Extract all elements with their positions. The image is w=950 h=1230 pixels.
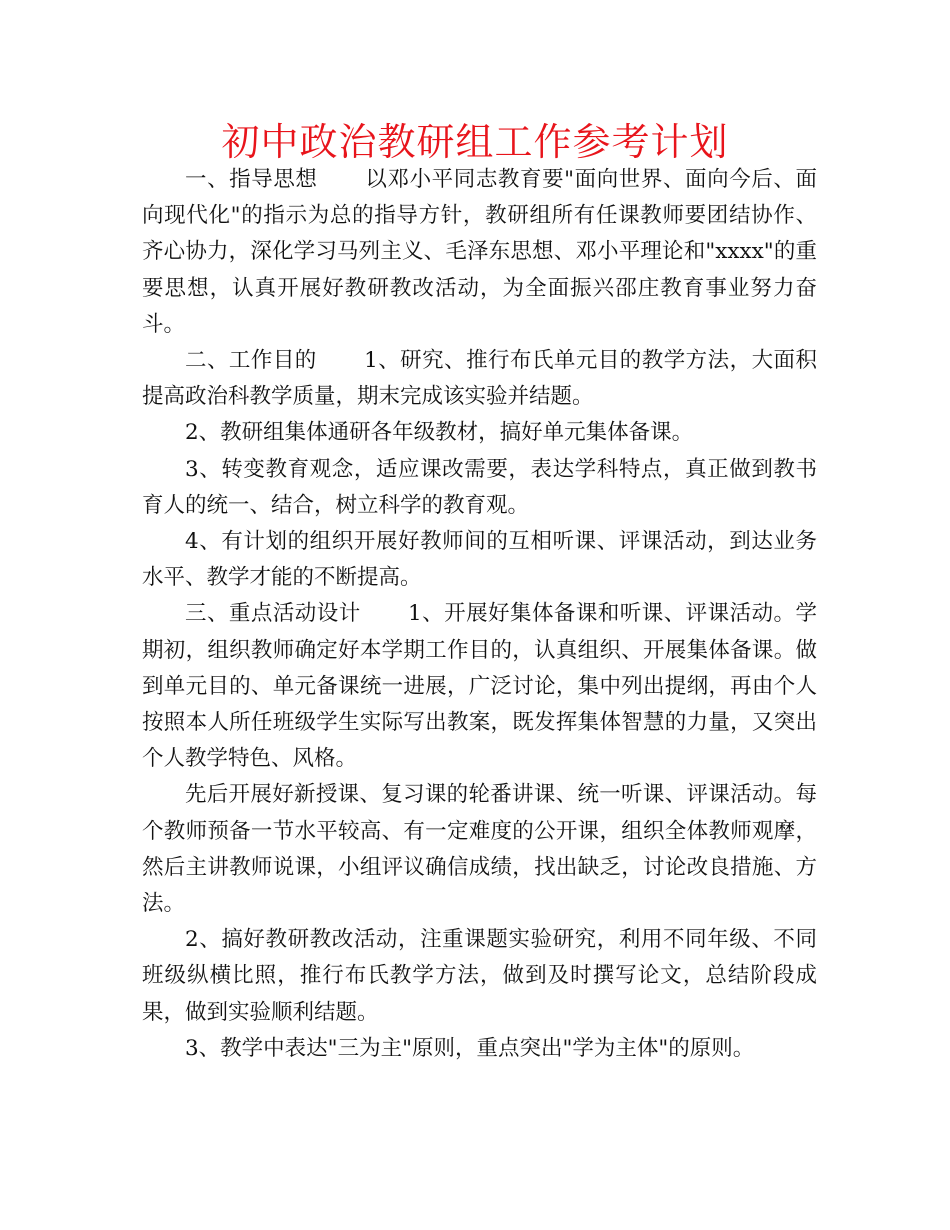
paragraph bbox=[142, 524, 817, 596]
section-heading: 三、重点活动设计 bbox=[185, 601, 361, 627]
section-heading: 二、工作目的 bbox=[185, 348, 317, 374]
paragraph-text: 1、开展好集体备课和听课、评课活动。学期初，组织教师确定好本学期工作目的，认真组织、开展集体备课。做到单元目的、单元备课统一进展，广泛讨论，集中列出提纲，再由个人按照本人所任班级学生实际写出教案，既发挥集体智慧的力量，又突出个人教学特色、风格。 bbox=[142, 601, 817, 772]
paragraph-text: 以邓小平同志教育要"面向世界、面向今后、面向现代化"的指示为总的指导方针，教研组所有任课教师要团结协作、齐心协力，深化学习马列主义、毛泽东思想、邓小平理论和"xxxx"的重要思想，认真开展好教研教改活动，为全面振兴邵庄教育事业努力奋斗。 bbox=[142, 167, 817, 337]
paragraph-text: 3、教学中表达"三为主"原则，重点突出"学为主体"的原则。 bbox=[185, 1035, 755, 1061]
paragraph-text: 3、转变教育观念，适应课改需要，表达学科特点，真正做到教书育人的统一、结合，树立科学的教育观。 bbox=[142, 456, 817, 518]
paragraph bbox=[142, 777, 817, 922]
paragraph bbox=[142, 343, 817, 415]
paragraph bbox=[142, 162, 817, 343]
paragraph bbox=[142, 415, 817, 451]
paragraph bbox=[142, 596, 817, 777]
paragraph-text: 4、有计划的组织开展好教师间的互相听课、评课活动，到达业务水平、教学才能的不断提高。 bbox=[142, 529, 817, 591]
document-title: 初中政治教研组工作参考计划 bbox=[221, 120, 729, 164]
paragraph bbox=[142, 452, 817, 524]
paragraph bbox=[142, 1031, 817, 1067]
paragraph-text: 2、搞好教研教改活动，注重课题实验研究，利用不同年级、不同班级纵横比照，推行布氏教学方法，做到及时撰写论文，总结阶段成果，做到实验顺利结题。 bbox=[142, 927, 817, 1025]
paragraph-text: 2、教研组集体通研各年级教材，搞好单元集体备课。 bbox=[185, 420, 694, 446]
section-heading: 一、指导思想 bbox=[185, 167, 318, 192]
paragraph bbox=[142, 922, 817, 1031]
document-body bbox=[142, 162, 817, 1067]
paragraph-text: 先后开展好新授课、复习课的轮番讲课、统一听课、评课活动。每个教师预备一节水平较高、有一定难度的公开课，组织全体教师观摩，然后主讲教师说课，小组评议确信成绩，找出缺乏，讨论改良措施、方法。 bbox=[142, 782, 817, 917]
paragraph-text: 1、研究、推行布氏单元目的教学方法，大面积提高政治科教学质量，期末完成该实验并结题。 bbox=[142, 348, 817, 410]
